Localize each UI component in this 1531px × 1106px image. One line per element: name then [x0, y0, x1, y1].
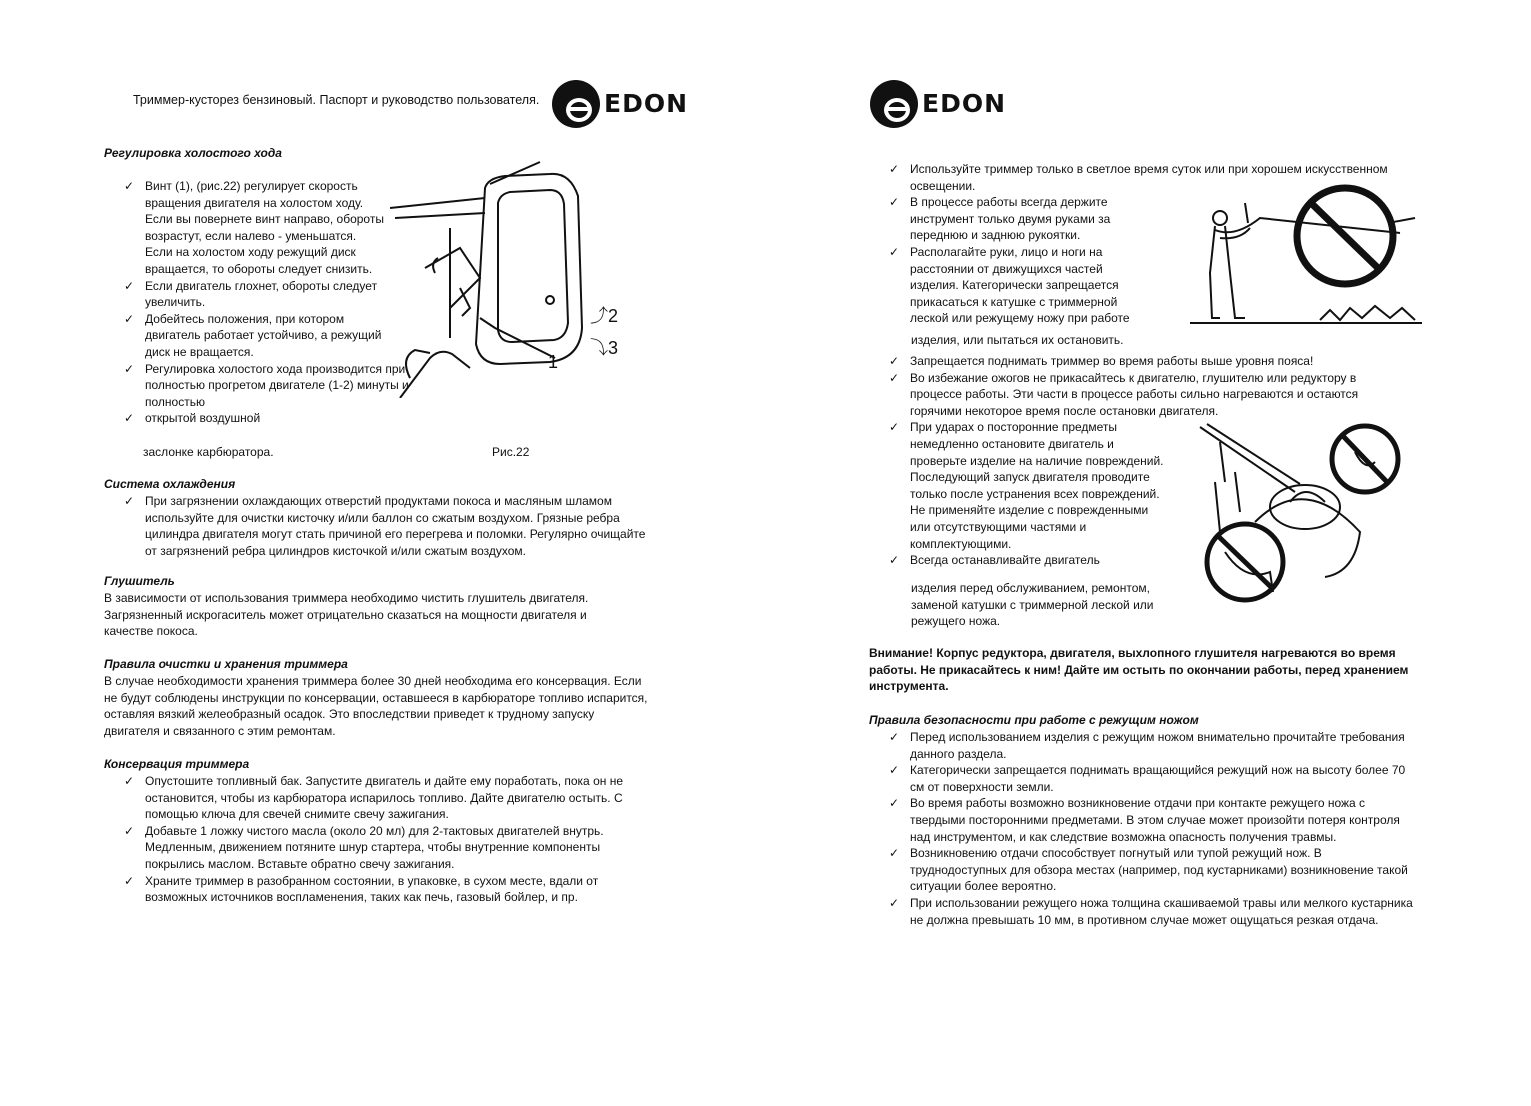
- list-item: ✓ Во время работы возможно возникновение отдачи при контакте режущего ножа с твердыми посторонними предметами. В этом случае может произойти потеря контроля над инструментом, и как следствие возможна опасность получения травмы.: [889, 795, 1419, 845]
- brand-logo: [552, 80, 688, 128]
- list-item: ✓ Запрещается поднимать триммер во время работы выше уровня пояса!: [889, 353, 1419, 370]
- brand-wordmark: EDON: [604, 88, 689, 118]
- turn-right-arrow-icon: ⤴: [590, 306, 608, 326]
- right-page: [765, 0, 1531, 1106]
- list-item: ✓ Перед использованием изделия с режущим ножом внимательно прочитайте требования данного раздела.: [889, 729, 1419, 762]
- list-item: ✓ Винт (1), (рис.22) регулирует скорость вращения двигателя на холостом ходу. Если вы повернете винт направо, обороты возрастут, если налево - уменьшатся. Если на холостом ходу режущий диск вращается, то обороты следует снизить.: [124, 178, 386, 278]
- carburetor-illustration: [390, 158, 640, 398]
- raised-trimmer-illustration: [1190, 178, 1422, 328]
- turn-left-arrow-icon: ⤵: [590, 338, 608, 358]
- idle-tail: заслонке карбюратора.: [143, 445, 274, 459]
- list-item: [124, 493, 652, 559]
- cutting-head-illustration: [1195, 422, 1405, 612]
- callout-2: [590, 308, 618, 325]
- conservation-list: [124, 773, 654, 906]
- list-item: ✓ Категорически запрещается поднимать вращающийся режущий нож на высоту более 70 см от поверхности земли.: [889, 762, 1419, 795]
- section-title-blade-safety: Правила безопасности при работе с режущим ножом: [869, 713, 1199, 727]
- list-item: ✓ Добейтесь положения, при котором двигатель работает устойчиво, а режущий диск не вращается.: [124, 311, 386, 361]
- callout-2-label: 2: [608, 306, 619, 326]
- list-item: ✓ При использовании режущего ножа толщина скашиваемой травы или мелкого кустарника не должна превышать 10 мм, в противном случае может ощущаться резкая отдача.: [889, 895, 1419, 928]
- list-item: ✓ Если двигатель глохнет, обороты следует увеличить.: [124, 278, 386, 311]
- section-title-muffler: Глушитель: [104, 574, 175, 588]
- logo-e-icon: [870, 80, 918, 128]
- list-item: ✓ Возникновению отдачи способствует погнутый или тупой режущий нож. В труднодоступных для обзора местах (например, под кустарниками) возникновение такой ситуации более вероятно.: [889, 845, 1419, 895]
- list-item: ✓ открытой воздушной: [124, 410, 386, 427]
- check-icon: ✓: [124, 494, 135, 508]
- logo-e-icon: [552, 80, 600, 128]
- blade-safety-list: [889, 729, 1419, 928]
- callout-3-label: 3: [608, 338, 619, 358]
- list-item: ✓ При ударах о посторонние предметы немедленно остановите двигатель и проверьте изделие на наличие повреждений. Последующий запуск двигателя проводите только после устранения всех повреждений. Не применяйте изделие с поврежденными или отсутствующими частями и комплектующими.: [889, 419, 1170, 552]
- section-title-idle: Регулировка холостого хода: [104, 146, 282, 160]
- callout-3: [590, 340, 618, 357]
- callout-1: 1: [548, 352, 559, 372]
- section-title-storage: Правила очистки и хранения триммера: [104, 657, 348, 671]
- list-item: ✓ Во избежание ожогов не прикасайтесь к двигателю, глушителю или редуктору в процессе работы. Эти части в процессе работы сильно нагреваются и остаются горячими некоторое время после остановки двигателя.: [889, 370, 1400, 420]
- document-header: Триммер-кусторез бензиновый. Паспорт и руководство пользователя.: [133, 93, 540, 107]
- mid-tail: изделия перед обслуживанием, ремонтом, заменой катушки с триммерной леской или режущего ножа.: [911, 581, 1154, 629]
- storage-text: В случае необходимости хранения триммера более 30 дней необходима его консервация. Если не будут соблюдены инструкции по консервации, оставшееся в карбюраторе топливо испарится, оставляя вязкий желеобразный осадок. Это впоследствии приведет к трудному запуску двигателя и связанного с этим ремонтам.: [104, 674, 648, 738]
- cooling-item-text: При загрязнении охлаждающих отверстий продуктами покоса и масляным шламом используйте для очистки кисточку и/или баллон со сжатым воздухом. Грязные ребра цилиндра двигателя могут стать причиной его перегрева и поломки. Регулярно очищайте от загрязнений ребра цилиндров кисточкой и/или сжатым воздухом.: [145, 494, 646, 558]
- warning-text: Внимание! Корпус редуктора, двигателя, выхлопного глушителя нагреваются во время работы. Не прикасайтесь к ним! Дайте им остыть по окончании работы, перед хранением инструмента.: [869, 646, 1409, 694]
- list-item: ✓ Располагайте руки, лицо и ноги на расстоянии от движущихся частей изделия. Категорически запрещается прикасаться к катушке с триммерной леской или режущему ножу при работе: [889, 244, 1150, 327]
- list-item: ✓ Регулировка холостого хода производится при полностью прогретом двигателе (1-2) минуты и полностью: [124, 361, 445, 411]
- list-item: ✓ Всегда останавливайте двигатель: [889, 552, 1170, 569]
- section-title-conservation: Консервация триммера: [104, 757, 250, 771]
- brand-wordmark: EDON: [922, 88, 1007, 118]
- list-item: ✓ В процессе работы всегда держите инструмент только двумя руками за переднюю и заднюю рукоятки.: [889, 194, 1125, 244]
- brand-logo-right: [870, 80, 1006, 128]
- list-item: ✓ Опустошите топливный бак. Запустите двигатель и дайте ему поработать, пока он не остановится, чтобы из карбюратора испарилось топливо. Дайте двигателю остыть. С помощью ключа для свечей снимите свечу зажигания.: [124, 773, 654, 823]
- list-item: ✓ Добавьте 1 ложку чистого масла (около 20 мл) для 2-тактовых двигателей внутрь. Медленным, движением потяните шнур стартера, чтобы внутренние компоненты покрылись маслом. Вставьте обратно свечу зажигания.: [124, 823, 654, 873]
- section-title-cooling: Система охлаждения: [104, 477, 236, 491]
- left-page: [0, 0, 765, 1106]
- list-item: ✓ Используйте триммер только в светлое время суток или при хорошем искусственном освещении.: [889, 161, 1419, 194]
- idle-list: [124, 178, 409, 427]
- list-item: ✓ Храните триммер в разобранном состоянии, в упаковке, в сухом месте, вдали от возможных источников воспламенения, таких как печь, газовый бойлер, и пр.: [124, 873, 654, 906]
- cooling-text: [124, 493, 652, 559]
- muffler-text: В зависимости от использования триммера необходимо чистить глушитель двигателя. Загрязненный искрогаситель может отрицательно сказаться на мощности двигателя и качестве покоса.: [104, 591, 589, 639]
- top-tail: изделия, или пытаться их остановить.: [911, 333, 1124, 347]
- figure-caption: Рис.22: [492, 445, 530, 459]
